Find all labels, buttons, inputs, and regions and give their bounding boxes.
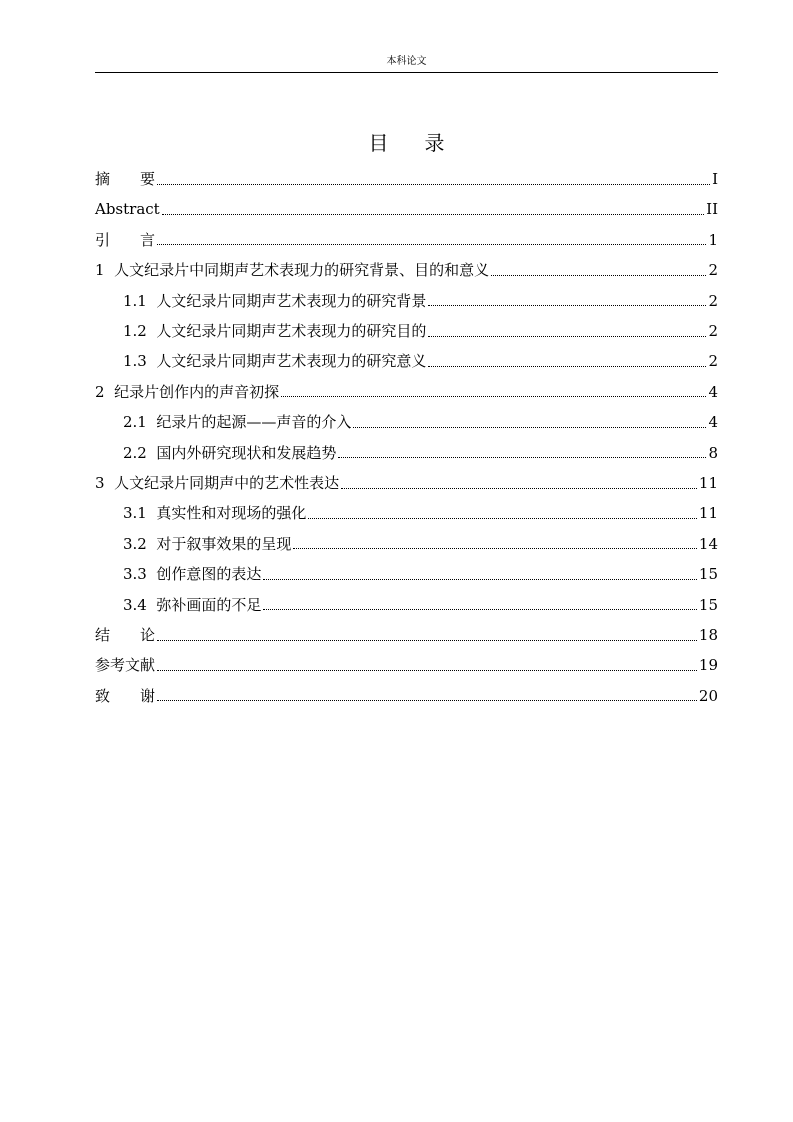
toc-entry-label: 1 人文纪录片中同期声艺术表现力的研究背景、目的和意义 — [95, 261, 490, 280]
toc-entry-page: 2 — [708, 261, 718, 280]
toc-entry-section-3-1[interactable] — [123, 498, 718, 528]
toc-entry-page: 20 — [698, 686, 718, 705]
toc-entry-references[interactable] — [95, 650, 718, 680]
toc-entry-label: Abstract — [95, 200, 160, 219]
toc-entry-label: 1.2 人文纪录片同期声艺术表现力的研究目的 — [123, 322, 427, 340]
toc-entry-page: 4 — [708, 382, 718, 401]
dot-leader — [263, 609, 697, 610]
running-header: 本科论文 — [386, 56, 427, 67]
dot-leader — [308, 518, 697, 519]
dot-leader — [157, 640, 697, 641]
dot-leader — [157, 244, 706, 245]
dot-leader — [491, 275, 706, 276]
toc-entry-label: 1.1 人文纪录片同期声艺术表现力的研究背景 — [123, 291, 427, 310]
toc-entry-section-1-2[interactable] — [123, 316, 718, 346]
toc-heading-part1: 目 — [368, 131, 389, 155]
toc-entry-conclusion[interactable] — [95, 620, 718, 650]
toc-entry-acknowledgements[interactable] — [95, 681, 718, 711]
dot-leader — [157, 670, 697, 671]
toc-entry-page: 2 — [708, 352, 718, 371]
dot-leader — [157, 700, 697, 701]
toc-entry-page: 1 — [708, 230, 718, 249]
toc-entry-page: 15 — [698, 565, 718, 584]
toc-entry-label: 2.1 纪录片的起源——声音的介入 — [123, 413, 352, 432]
toc-entry-label: 摘 要 — [95, 170, 156, 188]
toc-heading-part2: 录 — [424, 131, 445, 155]
toc-entry-abstract-cn[interactable] — [95, 164, 718, 194]
dot-leader — [353, 427, 706, 428]
toc-entry-label: 结 论 — [95, 626, 156, 644]
dot-leader — [338, 457, 706, 458]
dot-leader — [428, 366, 706, 367]
toc-entry-label: 3.4 弥补画面的不足 — [123, 595, 262, 614]
dot-leader — [428, 336, 706, 337]
toc-entry-page: 14 — [698, 534, 718, 553]
dot-leader — [263, 579, 697, 580]
toc-entry-chapter-1[interactable] — [95, 255, 718, 285]
toc-entry-page: 2 — [708, 322, 718, 340]
toc-entry-label: 参考文献 — [95, 656, 156, 675]
toc-entry-page: 11 — [698, 504, 718, 523]
dot-leader — [428, 305, 706, 306]
toc-entry-page: I — [712, 170, 718, 188]
toc-entry-page: 8 — [708, 443, 718, 462]
toc-entry-introduction[interactable] — [95, 225, 718, 255]
toc-entry-label: 3.1 真实性和对现场的强化 — [123, 504, 307, 523]
toc-entry-section-3-2[interactable] — [123, 529, 718, 559]
toc-entry-chapter-2[interactable] — [95, 377, 718, 407]
toc-entry-label: 致 谢 — [95, 686, 156, 705]
toc-entry-section-2-1[interactable] — [123, 407, 718, 437]
toc-entry-chapter-3[interactable] — [95, 468, 718, 498]
toc-entry-label: 1.3 人文纪录片同期声艺术表现力的研究意义 — [123, 352, 427, 371]
toc-entry-page: II — [706, 200, 718, 219]
toc-entry-page: 19 — [698, 656, 718, 675]
dot-leader — [341, 488, 697, 489]
toc-entry-label: 2.2 国内外研究现状和发展趋势 — [123, 443, 337, 462]
dot-leader — [293, 548, 697, 549]
dot-leader — [157, 184, 710, 185]
toc-heading — [95, 130, 718, 156]
toc-entry-section-2-2[interactable] — [123, 438, 718, 468]
toc-entry-section-3-4[interactable] — [123, 590, 718, 620]
toc-entry-section-1-1[interactable] — [123, 286, 718, 316]
toc-entry-section-1-3[interactable] — [123, 346, 718, 376]
dot-leader — [281, 396, 706, 397]
toc-entry-page: 15 — [698, 595, 718, 614]
toc-entry-page: 18 — [698, 626, 718, 644]
toc-entry-label: 3.3 创作意图的表达 — [123, 565, 262, 584]
toc-entry-page: 11 — [698, 474, 718, 492]
dot-leader — [162, 214, 704, 215]
header-divider — [95, 72, 718, 73]
toc-entry-section-3-3[interactable] — [123, 559, 718, 589]
toc-entry-label: 3 人文纪录片同期声中的艺术性表达 — [95, 474, 340, 492]
toc-entry-page: 4 — [708, 413, 718, 432]
toc-entry-page: 2 — [708, 291, 718, 310]
toc-entry-label: 引 言 — [95, 230, 156, 249]
toc-entry-label: 2 纪录片创作内的声音初探 — [95, 382, 280, 401]
toc-entry-abstract-en[interactable] — [95, 194, 718, 224]
toc-entry-label: 3.2 对于叙事效果的呈现 — [123, 534, 292, 553]
